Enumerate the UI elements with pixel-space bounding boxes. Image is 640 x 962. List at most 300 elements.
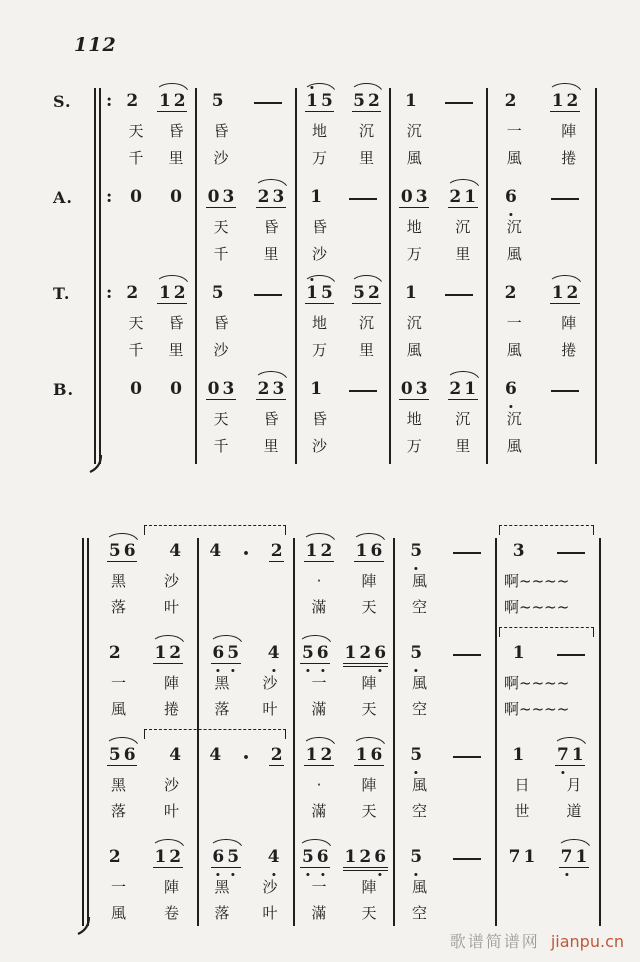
lyric-cell [100, 214, 196, 241]
lyric-syllable: 沙 [163, 572, 179, 590]
lyric-cell [390, 433, 487, 460]
lyric-syllable: 落 [214, 904, 230, 922]
lyrics-row [100, 214, 596, 241]
note-digit: 2 [566, 283, 579, 303]
lyric-cell [390, 337, 487, 364]
note-digit: 1 [310, 187, 323, 207]
measure [196, 184, 296, 214]
lyric-syllable: 滿 [311, 700, 327, 718]
lyric-syllable: 天 [213, 410, 229, 428]
measure [390, 376, 487, 406]
lyric-syllable: 沉 [455, 218, 471, 236]
lyric-cell [294, 900, 394, 926]
note-group [399, 380, 429, 400]
note-group [555, 746, 585, 766]
note-group [352, 284, 382, 304]
repeat-colon: : [106, 283, 113, 303]
measure [198, 742, 294, 772]
note-digit: 3 [512, 541, 525, 561]
lyric-syllable: 昏 [263, 410, 279, 428]
note-group [305, 92, 335, 112]
note-digit: 5 [301, 643, 314, 663]
note-digit: 4 [169, 745, 182, 765]
note-group [507, 848, 537, 866]
lyric-cell [496, 772, 600, 798]
watermark-url: jianpu.cn [550, 932, 624, 951]
note-group [168, 746, 183, 764]
note-digit: 2 [126, 91, 139, 111]
lyric-syllable: 風 [411, 878, 427, 896]
lyric-syllable: 落 [110, 598, 126, 616]
lyric-syllable: 叶 [262, 904, 278, 922]
note-group [409, 848, 424, 866]
lyric-cell [394, 772, 496, 798]
lyric-cell [88, 798, 198, 824]
note-digit: 6 [374, 643, 387, 663]
note-group [503, 284, 518, 302]
lyric-syllable: 沙 [262, 674, 278, 692]
note-digit: 5 [353, 283, 365, 303]
measure [294, 844, 394, 874]
note-group [210, 284, 225, 302]
lyric-syllable: 沙 [163, 776, 179, 794]
lyrics-row [100, 310, 596, 337]
watermark [450, 929, 624, 952]
lyric-cell [390, 241, 487, 268]
lyric-syllable: 風 [411, 776, 427, 794]
lyric-syllable: 地 [406, 218, 422, 236]
note-digit: 2 [359, 643, 372, 663]
measure [294, 742, 394, 772]
measure [394, 538, 496, 568]
measure [88, 640, 198, 670]
lyric-cell [196, 433, 296, 460]
note-group [269, 746, 284, 766]
note-digit: 2 [368, 283, 380, 303]
lyrics-row [100, 406, 596, 433]
lyric-cell [294, 798, 394, 824]
note-group [399, 188, 429, 208]
lyric-syllable: 叶 [262, 700, 278, 718]
lyric-cell [496, 568, 600, 594]
lyric-syllable: 沙 [311, 437, 327, 455]
note-group [107, 644, 122, 662]
lyric-syllable: 地 [311, 122, 327, 140]
measure [496, 742, 600, 772]
note-digit: 3 [222, 379, 235, 399]
note-digit: 1 [344, 847, 357, 867]
note-group [550, 92, 580, 112]
lyric-syllable: 千 [213, 437, 229, 455]
note-group [504, 380, 519, 398]
note-group [256, 188, 286, 208]
lyric-cell [394, 696, 496, 722]
note-digit: 6 [370, 541, 383, 561]
half-note-dash [557, 654, 585, 656]
lyric-syllable: 黑 [214, 878, 230, 896]
note-digit: 2 [368, 91, 380, 111]
note-group [107, 542, 137, 562]
lyric-syllable: 陣 [361, 776, 377, 794]
lyrics-row [88, 568, 600, 594]
lyric-syllable: 昏 [168, 122, 184, 140]
measure [88, 844, 198, 874]
half-note-dash [453, 756, 481, 758]
lyric-syllable: 天 [361, 904, 377, 922]
lyric-cell [296, 241, 390, 268]
repeat-colon: : [106, 187, 113, 207]
note-group [409, 542, 424, 560]
measure [394, 742, 496, 772]
lyric-cell [88, 670, 198, 696]
lyric-syllable: 天 [213, 218, 229, 236]
voice-line [88, 538, 600, 620]
note-group [256, 380, 286, 400]
lyric-cell [196, 118, 296, 145]
lyric-cell [100, 406, 196, 433]
voice-s [53, 88, 596, 172]
note-digit: 2 [169, 643, 182, 663]
note-digit: 3 [272, 379, 285, 399]
note-digit: 5 [211, 91, 224, 111]
note-digit: 2 [449, 379, 462, 399]
note-group [125, 284, 140, 302]
lyric-cell [100, 145, 196, 172]
measure [496, 844, 600, 874]
lyrics-row [88, 772, 600, 798]
note-digit: 6 [374, 847, 387, 867]
note-group [304, 542, 334, 562]
note-digit: 1 [355, 745, 368, 765]
lyric-syllable: 一 [110, 878, 126, 896]
lyric-syllable: 世 [514, 802, 530, 820]
measure [394, 640, 496, 670]
lyric-syllable: 風 [110, 904, 126, 922]
lyric-cell [390, 406, 487, 433]
lyric-syllable: 昏 [311, 218, 327, 236]
measure [487, 184, 596, 214]
notes-row [100, 88, 596, 118]
lyric-syllable: 捲 [561, 341, 577, 359]
note-digit: 1 [464, 379, 477, 399]
note-group [309, 380, 324, 398]
half-note-dash [445, 102, 473, 104]
system-start-barline [94, 88, 96, 464]
note-group [409, 644, 424, 662]
note-digit: 2 [504, 283, 517, 303]
note-digit: 1 [571, 745, 584, 765]
half-note-dash [453, 858, 481, 860]
note-digit: 4 [209, 541, 222, 561]
voice-t [53, 280, 596, 364]
lyric-syllable: 啊~~~~ [504, 598, 570, 616]
note-digit: 5 [227, 847, 240, 867]
lyric-syllable: 地 [406, 410, 422, 428]
part-label: T. [53, 284, 71, 303]
half-note-dash [453, 552, 481, 554]
note-group [266, 644, 281, 662]
lyric-cell [196, 241, 296, 268]
lyric-cell [296, 118, 390, 145]
lyric-cell [496, 670, 600, 696]
note-group [107, 848, 122, 866]
note-digit: 1 [512, 745, 525, 765]
measure [487, 88, 596, 118]
note-digit: 1 [305, 541, 318, 561]
lyric-syllable: 沉 [358, 314, 374, 332]
note-digit: 1 [158, 91, 171, 111]
measure [198, 844, 294, 874]
note-digit: 4 [209, 745, 222, 765]
note-group [550, 284, 580, 304]
notes-row [100, 280, 596, 310]
lyric-syllable: 千 [213, 245, 229, 263]
repeat-colon: : [106, 91, 113, 111]
note-group [448, 380, 478, 400]
note-digit: 1 [551, 91, 564, 111]
notes-row [88, 538, 600, 568]
measure [390, 280, 487, 310]
lyric-cell [88, 900, 198, 926]
system-2 [88, 538, 600, 926]
lyric-cell [496, 696, 600, 722]
page-number: 112 [74, 34, 117, 56]
lyric-cell [198, 696, 294, 722]
lyric-syllable: 里 [168, 149, 184, 167]
lyric-syllable: 里 [455, 245, 471, 263]
lyric-cell [390, 118, 487, 145]
lyric-cell [390, 310, 487, 337]
note-digit: 2 [173, 91, 186, 111]
note-digit: 0 [170, 187, 182, 207]
half-note-dash [349, 198, 377, 200]
measure [88, 742, 198, 772]
tie-bracket [499, 525, 594, 535]
notes-row [100, 184, 596, 214]
lyric-cell [294, 696, 394, 722]
lyric-syllable: · [316, 572, 322, 590]
note-group [157, 284, 187, 304]
note-digit: 1 [306, 91, 318, 111]
note-group [208, 746, 223, 764]
lyric-cell [394, 900, 496, 926]
note-digit: 1 [405, 283, 417, 303]
lyric-syllable: 落 [214, 700, 230, 718]
lyric-syllable: 風 [110, 700, 126, 718]
lyric-syllable: 黑 [110, 776, 126, 794]
part-label: S. [53, 92, 72, 111]
note-digit: 2 [126, 283, 139, 303]
lyric-cell [487, 145, 596, 172]
note-group [352, 92, 382, 112]
lyric-syllable: 風 [406, 341, 422, 359]
lyric-syllable: 滿 [311, 802, 327, 820]
note-digit: 0 [400, 379, 413, 399]
lyric-syllable: 里 [263, 437, 279, 455]
note-digit: 2 [566, 91, 579, 111]
note-group [168, 542, 183, 560]
measure [394, 844, 496, 874]
measure [100, 88, 196, 118]
lyric-syllable: 万 [406, 245, 422, 263]
note-digit: 3 [222, 187, 235, 207]
lyric-syllable: 風 [406, 149, 422, 167]
note-group [129, 188, 144, 206]
lyric-cell [296, 214, 390, 241]
voice-line [88, 844, 600, 926]
note-group [404, 92, 419, 110]
lyric-syllable: 滿 [311, 904, 327, 922]
note-group [404, 284, 419, 302]
lyric-cell [196, 310, 296, 337]
note-group [304, 746, 334, 766]
lyric-syllable: 黑 [110, 572, 126, 590]
note-digit: 2 [257, 187, 270, 207]
note-digit: 2 [108, 643, 121, 663]
lyric-syllable: 万 [311, 341, 327, 359]
lyrics-row [88, 798, 600, 824]
lyric-cell [390, 145, 487, 172]
lyric-cell [88, 696, 198, 722]
lyric-syllable: 沉 [506, 410, 522, 428]
note-digit: 5 [108, 541, 121, 561]
note-digit: 5 [410, 847, 423, 867]
lyric-cell [496, 798, 600, 824]
lyric-syllable: 昏 [168, 314, 184, 332]
note-digit: 1 [344, 643, 357, 663]
lyrics-row [88, 594, 600, 620]
note-digit: 4 [169, 541, 182, 561]
note-group [266, 848, 281, 866]
lyric-cell [496, 594, 600, 620]
note-digit: 5 [108, 745, 121, 765]
lyric-cell [394, 670, 496, 696]
note-group [211, 848, 241, 868]
lyric-syllable: 日 [514, 776, 530, 794]
lyric-cell [196, 145, 296, 172]
measure [100, 376, 196, 406]
tie-bracket [144, 729, 286, 739]
lyric-syllable: 沙 [213, 149, 229, 167]
note-digit: 5 [301, 847, 314, 867]
lyric-cell [487, 406, 596, 433]
half-note-dash [453, 654, 481, 656]
lyrics-row [88, 670, 600, 696]
lyric-syllable: 風 [506, 245, 522, 263]
note-digit: 6 [123, 745, 136, 765]
notes-row [100, 376, 596, 406]
note-group [300, 644, 330, 664]
lyric-cell [88, 874, 198, 900]
note-group [125, 92, 140, 110]
note-group [448, 188, 478, 208]
lyric-cell [487, 337, 596, 364]
measure [198, 538, 294, 568]
lyric-syllable: 啊~~~~ [504, 572, 570, 590]
lyric-syllable: 黑 [214, 674, 230, 692]
watermark-site-name: 歌谱简谱网 [449, 932, 540, 951]
note-group [153, 848, 183, 868]
lyric-cell [100, 433, 196, 460]
measure [296, 88, 390, 118]
voice-line [88, 742, 600, 824]
system-start-barline [82, 538, 84, 926]
note-digit: 1 [154, 847, 167, 867]
measure [198, 640, 294, 670]
lyric-cell [196, 337, 296, 364]
note-group [309, 188, 324, 206]
note-digit: 1 [306, 283, 318, 303]
lyric-syllable: 滿 [311, 598, 327, 616]
measure [296, 184, 390, 214]
lyric-syllable: 捲 [163, 700, 179, 718]
lyrics-row [100, 433, 596, 460]
note-group [157, 92, 187, 112]
lyric-syllable: 陣 [163, 878, 179, 896]
measure [88, 538, 198, 568]
lyric-cell [100, 337, 196, 364]
note-group [343, 848, 388, 871]
lyric-syllable: 風 [506, 341, 522, 359]
lyrics-row [88, 874, 600, 900]
lyric-syllable: 空 [411, 598, 427, 616]
note-digit: 2 [359, 847, 372, 867]
lyric-cell [88, 568, 198, 594]
measure [390, 88, 487, 118]
note-group [153, 644, 183, 664]
lyric-syllable: 里 [263, 245, 279, 263]
lyric-syllable: 啊~~~~ [504, 700, 570, 718]
note-group [211, 644, 241, 664]
note-group [300, 848, 330, 868]
lyric-syllable: 万 [406, 437, 422, 455]
note-group [343, 644, 388, 667]
lyric-syllable: 空 [411, 904, 427, 922]
note-group [269, 542, 284, 562]
measure [487, 376, 596, 406]
lyric-cell [390, 214, 487, 241]
note-digit: 7 [560, 847, 573, 867]
note-group [169, 380, 184, 398]
lyric-syllable: 一 [506, 122, 522, 140]
lyric-syllable: 卷 [163, 904, 179, 922]
lyric-syllable: 一 [311, 878, 327, 896]
lyric-syllable: 捲 [561, 149, 577, 167]
lyric-syllable: 天 [128, 122, 144, 140]
lyric-syllable: 陣 [361, 878, 377, 896]
note-digit: 1 [355, 541, 368, 561]
measure [294, 538, 394, 568]
lyric-syllable: 里 [455, 437, 471, 455]
voice-a [53, 184, 596, 268]
lyric-syllable: 空 [411, 700, 427, 718]
lyric-cell [496, 874, 600, 900]
lyric-cell [198, 874, 294, 900]
note-digit: 6 [505, 379, 517, 399]
measure [496, 640, 600, 670]
tie-bracket [144, 525, 286, 535]
lyrics-row [100, 241, 596, 268]
note-digit: 2 [449, 187, 462, 207]
measure [196, 280, 296, 310]
lyric-cell [487, 310, 596, 337]
note-group [169, 188, 184, 206]
lyric-cell [196, 406, 296, 433]
lyric-syllable: 天 [361, 700, 377, 718]
note-digit: 2 [173, 283, 186, 303]
note-group [511, 542, 526, 560]
lyric-syllable: 叶 [163, 802, 179, 820]
